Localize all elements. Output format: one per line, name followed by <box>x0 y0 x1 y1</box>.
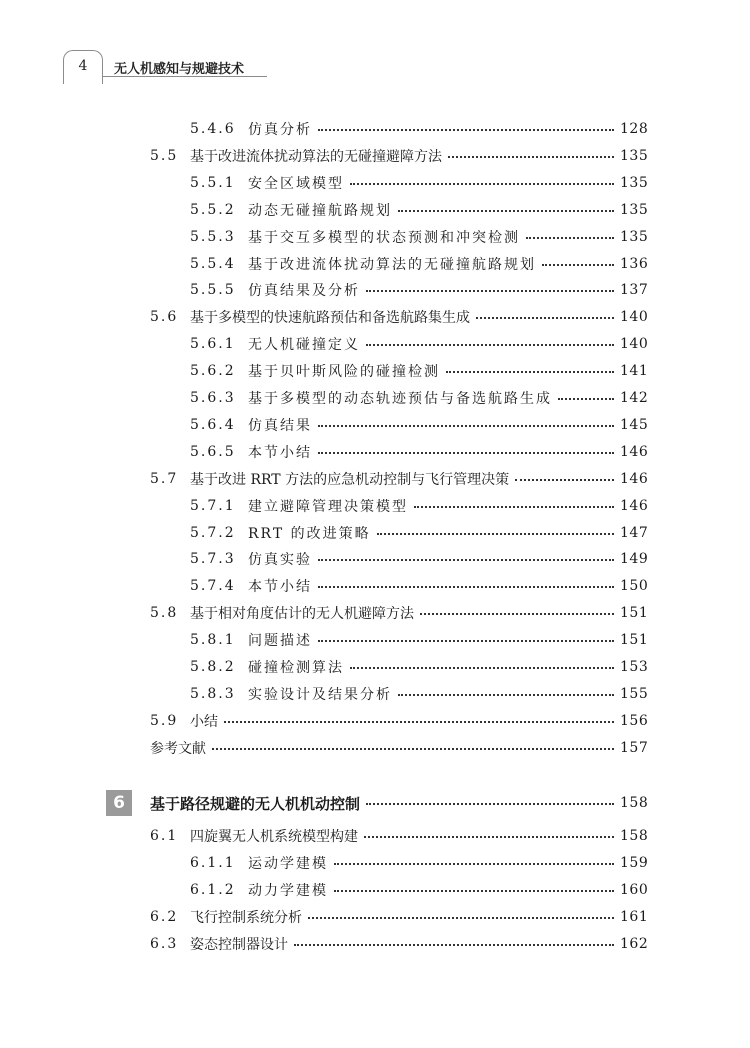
toc-section-row[interactable] <box>150 933 649 955</box>
toc-subsection-row[interactable] <box>190 441 649 463</box>
toc-entry-title: 仿真分析 <box>248 122 312 138</box>
toc-entry-title: 碰撞检测算法 <box>248 660 344 676</box>
toc-subsection-row[interactable] <box>190 879 649 901</box>
toc-section-row[interactable] <box>150 306 649 328</box>
toc-entry-number: 5.7 <box>150 470 179 487</box>
toc-entry-title: 建立避障管理决策模型 <box>248 498 408 515</box>
toc-entry-page: 135 <box>620 174 649 191</box>
toc-entry-page: 141 <box>620 363 649 380</box>
toc-entry-number: 5.6.2 <box>190 363 236 380</box>
dot-leader <box>334 890 614 892</box>
dot-leader <box>318 425 614 427</box>
toc-subsection-row[interactable] <box>190 360 649 382</box>
toc-subsection-row[interactable] <box>190 199 649 221</box>
toc-entry-title: 基于多模型的快速航路预估和备选航路集生成 <box>190 310 470 327</box>
toc-entry-title: 无人机碰撞定义 <box>248 337 360 354</box>
toc-entry-page: 162 <box>620 935 649 952</box>
toc-entry-page: 145 <box>620 416 649 433</box>
toc-entry-page: 135 <box>620 147 649 164</box>
chapter-heading-row[interactable] <box>150 792 649 814</box>
toc-entry-page: 136 <box>620 255 649 272</box>
dot-leader <box>366 344 614 346</box>
toc-entry-title: RRT 的改进策略 <box>248 525 371 542</box>
toc-subsection-row[interactable] <box>190 279 649 301</box>
toc-entry-title: 小结 <box>190 713 218 730</box>
toc-entry-number: 5.5.1 <box>190 174 236 191</box>
toc-subsection-row[interactable] <box>190 852 649 874</box>
toc-entry-number: 5.7.1 <box>190 497 236 514</box>
toc-subsection-row[interactable] <box>190 522 649 544</box>
toc-subsection-row[interactable] <box>190 253 649 275</box>
toc-entry-title: 运动学建模 <box>248 855 328 872</box>
toc-entry-page: 146 <box>620 470 649 487</box>
toc-entry-number: 5.5.2 <box>190 201 236 218</box>
toc-section-row[interactable] <box>150 710 649 732</box>
toc-entry-page: 140 <box>620 336 649 353</box>
dot-leader <box>364 836 614 838</box>
toc-section-row[interactable] <box>150 468 649 490</box>
toc-entry-number: 6.2 <box>150 908 179 925</box>
dot-leader <box>558 398 614 400</box>
dot-leader <box>350 183 614 185</box>
toc-subsection-row[interactable] <box>190 172 649 194</box>
toc-entry-number: 5.6 <box>150 309 179 326</box>
toc-entry-page: 160 <box>620 881 649 898</box>
toc-entry-page: 153 <box>620 659 649 675</box>
dot-leader <box>294 944 614 946</box>
dot-leader <box>350 667 614 669</box>
toc-entry-number: 6.1.2 <box>190 881 236 898</box>
toc-subsection-row[interactable] <box>190 548 649 570</box>
chapter-title: 基于路径规避的无人机机动控制 <box>150 794 361 813</box>
toc-entry-page: 158 <box>620 828 649 844</box>
toc-entry-number: 5.6.1 <box>190 336 236 353</box>
toc-subsection-row[interactable] <box>190 387 649 409</box>
dot-leader <box>212 748 614 750</box>
toc-entry-number: 6.1 <box>150 828 179 844</box>
toc-entry-number: 5.5.3 <box>190 228 236 245</box>
dot-leader <box>526 237 614 239</box>
toc-entry-number: 5.8.1 <box>190 632 236 649</box>
dot-leader <box>318 586 614 588</box>
dot-leader <box>420 613 614 615</box>
dot-leader <box>448 156 614 158</box>
toc-section-row[interactable] <box>150 602 649 624</box>
toc-entry-number: 5.9 <box>150 712 179 729</box>
toc-entry-page: 146 <box>620 497 649 514</box>
toc-entry-number: 5.8.2 <box>190 659 236 675</box>
dot-leader <box>377 533 614 535</box>
toc-entry-page: 140 <box>620 309 649 326</box>
toc-entry-title: 基于改进流体扰动算法的无碰撞航路规划 <box>248 256 536 273</box>
toc-entry-title: 基于改进 RRT 方法的应急机动控制与飞行管理决策 <box>190 471 510 488</box>
toc-entry-number: 5.5.5 <box>190 282 236 299</box>
toc-entry-page: 151 <box>620 605 649 622</box>
toc-subsection-row[interactable] <box>190 656 649 678</box>
toc-entry-number: 5.5.4 <box>190 255 236 272</box>
toc-entry-number: 5.7.2 <box>190 524 236 541</box>
toc-entry-title: 基于贝叶斯风险的碰撞检测 <box>248 364 440 381</box>
toc-entry-page: 150 <box>620 578 649 595</box>
dot-leader <box>398 694 614 696</box>
toc-entry-page: 135 <box>620 228 649 245</box>
toc-entry-number: 5.8 <box>150 605 179 622</box>
toc-entry-title: 动力学建模 <box>248 882 328 899</box>
toc-entry-title: 仿真结果及分析 <box>248 283 360 300</box>
toc-entry-number: 5.6.4 <box>190 416 236 433</box>
toc-entry-page: 156 <box>620 712 649 729</box>
toc-section-row[interactable] <box>150 145 649 167</box>
dot-leader <box>318 452 614 454</box>
chapter-number-badge: 6 <box>106 790 132 816</box>
toc-entry-page: 147 <box>620 524 649 541</box>
page-number: 4 <box>78 58 88 74</box>
toc-entry-number: 5.6.3 <box>190 390 236 406</box>
toc-entry-title: 安全区域模型 <box>248 175 344 192</box>
dot-leader <box>542 264 614 266</box>
toc-entry-number: 5.8.3 <box>190 685 236 702</box>
toc-entry-title: 实验设计及结果分析 <box>248 686 392 703</box>
dot-leader <box>318 640 614 642</box>
toc-entry-page: 157 <box>620 739 649 756</box>
dot-leader <box>318 559 614 561</box>
toc-entry-title: 飞行控制系统分析 <box>190 909 302 926</box>
toc-entry-title: 仿真结果 <box>248 417 312 434</box>
dot-leader <box>366 290 614 292</box>
toc-entry-page: 142 <box>620 390 649 406</box>
toc-entry-page: 151 <box>620 632 649 649</box>
toc-entry-number: 5.7.3 <box>190 551 236 568</box>
toc-subsection-row[interactable] <box>190 226 649 248</box>
toc-references-row[interactable] <box>150 737 649 759</box>
toc-entry-title: 基于相对角度估计的无人机避障方法 <box>190 606 414 623</box>
toc-entry-page: 146 <box>620 443 649 460</box>
toc-entry-number: 6.1.1 <box>190 854 236 871</box>
toc-entry-title: 本节小结 <box>248 444 312 461</box>
toc-entry-title: 基于改进流体扰动算法的无碰撞避障方法 <box>190 148 442 165</box>
toc-entry-title: 姿态控制器设计 <box>190 936 288 953</box>
toc-entry-title: 仿真实验 <box>248 552 312 569</box>
toc-section-row[interactable] <box>150 906 649 928</box>
toc-entry-title: 基于交互多模型的状态预测和冲突检测 <box>248 229 520 246</box>
dot-leader <box>334 863 614 865</box>
toc-entry-title: 动态无碰撞航路规划 <box>248 202 392 219</box>
toc-subsection-row[interactable] <box>190 575 649 597</box>
toc-entry-number: 5.6.5 <box>190 443 236 460</box>
dot-leader <box>398 210 614 212</box>
toc-entry-page: 135 <box>620 201 649 218</box>
toc-entry-title: 问题描述 <box>248 633 312 650</box>
toc-entry-number: 5.4.6 <box>190 121 236 137</box>
toc-entry-title: 参考文献 <box>150 740 206 757</box>
toc-entry-page: 149 <box>620 551 649 568</box>
toc-section-row[interactable] <box>150 825 649 847</box>
toc-entry-page: 159 <box>620 854 649 871</box>
toc-entry-title: 本节小结 <box>248 579 312 596</box>
toc-subsection-row[interactable] <box>190 118 649 140</box>
dot-leader <box>308 917 614 919</box>
toc-entry-number: 5.5 <box>150 147 179 164</box>
toc-entry-title: 四旋翼无人机系统模型构建 <box>190 829 358 845</box>
dot-leader <box>446 371 614 373</box>
toc-subsection-row[interactable] <box>190 495 649 517</box>
dot-leader <box>366 803 614 805</box>
toc-entry-page: 161 <box>620 908 649 925</box>
dot-leader <box>224 721 614 723</box>
header-rule <box>103 76 267 77</box>
dot-leader <box>515 479 614 481</box>
chapter-page-number: 158 <box>620 795 649 811</box>
dot-leader <box>414 506 614 508</box>
toc-entry-page: 137 <box>620 282 649 299</box>
toc-subsection-row[interactable] <box>190 683 649 705</box>
toc-subsection-row[interactable] <box>190 333 649 355</box>
dot-leader <box>318 129 614 131</box>
running-header-title: 无人机感知与规避技术 <box>114 62 245 77</box>
toc-subsection-row[interactable] <box>190 629 649 651</box>
toc-entry-number: 6.3 <box>150 935 179 952</box>
toc-entry-page: 155 <box>620 685 649 702</box>
toc-entry-title: 基于多模型的动态轨迹预估与备选航路生成 <box>248 391 552 407</box>
toc-entry-number: 5.7.4 <box>190 578 236 595</box>
toc-subsection-row[interactable] <box>190 414 649 436</box>
dot-leader <box>476 317 614 319</box>
toc-entry-page: 128 <box>620 121 649 137</box>
